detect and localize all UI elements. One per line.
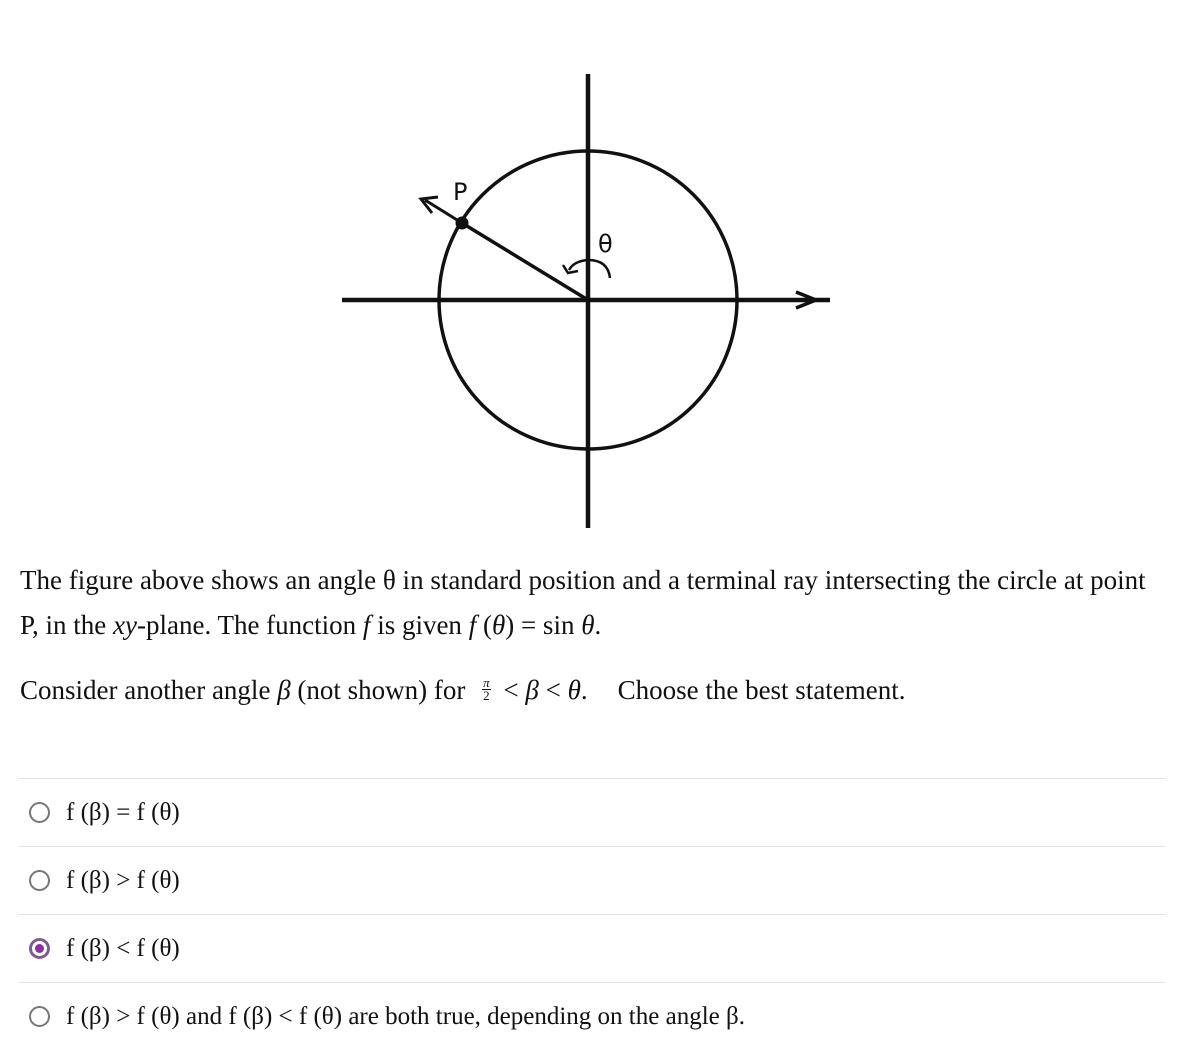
unit-circle-figure <box>330 60 850 540</box>
radio-button-selected[interactable] <box>29 938 50 959</box>
period: . <box>594 610 602 640</box>
question-text-part: Consider another angle <box>20 675 278 705</box>
question-text <box>20 558 1170 713</box>
instruction-text: Choose the best statement. <box>617 675 906 705</box>
unit-circle-diagram <box>330 60 850 540</box>
period: . <box>580 675 588 705</box>
question-paragraph-1 <box>20 558 1170 648</box>
beta-symbol: β <box>525 675 539 705</box>
less-than: < <box>496 675 526 705</box>
choice-label: f (β) < f (θ) <box>66 934 180 962</box>
function-symbol: f <box>362 610 371 640</box>
sin-expression: ) = sin <box>505 610 582 640</box>
radio-button[interactable] <box>29 802 50 823</box>
less-than: < <box>538 675 568 705</box>
answer-choice-2[interactable] <box>18 846 1166 914</box>
answer-choice-4[interactable] <box>18 982 1166 1050</box>
point-p-marker <box>456 217 469 230</box>
terminal-ray <box>462 223 588 300</box>
pi-over-two-fraction <box>482 677 491 702</box>
theta-symbol: θ <box>491 610 506 640</box>
xy-symbol: xy <box>113 610 137 640</box>
choice-label: f (β) = f (θ) <box>66 798 180 826</box>
answer-choice-1[interactable] <box>18 778 1166 846</box>
question-text-part: is given <box>370 610 469 640</box>
choice-label: f (β) > f (θ) and f (β) < f (θ) are both true, depending on the angle β. <box>66 1002 745 1030</box>
radio-button[interactable] <box>29 1006 50 1027</box>
function-symbol: f <box>468 610 477 640</box>
point-p-label: P <box>453 178 468 206</box>
question-text-part: The figure above shows an angle θ in standard position and a terminal ray intersecting the circle at point P, in the <box>20 565 1146 640</box>
question-paragraph-2 <box>20 668 1170 713</box>
paren: ( <box>476 610 492 640</box>
answer-choices <box>18 778 1166 1050</box>
question-text-part: (not shown) for <box>290 675 473 705</box>
choice-label: f (β) > f (θ) <box>66 866 180 894</box>
angle-theta-label: θ <box>598 230 613 258</box>
beta-symbol: β <box>277 675 291 705</box>
radio-button[interactable] <box>29 870 50 891</box>
question-text-part: -plane. The function <box>136 610 363 640</box>
theta-symbol: θ <box>567 675 581 705</box>
theta-symbol: θ <box>581 610 595 640</box>
answer-choice-3[interactable] <box>18 914 1166 982</box>
fraction-numerator: π <box>483 675 490 691</box>
fraction-denominator: 2 <box>483 688 490 704</box>
